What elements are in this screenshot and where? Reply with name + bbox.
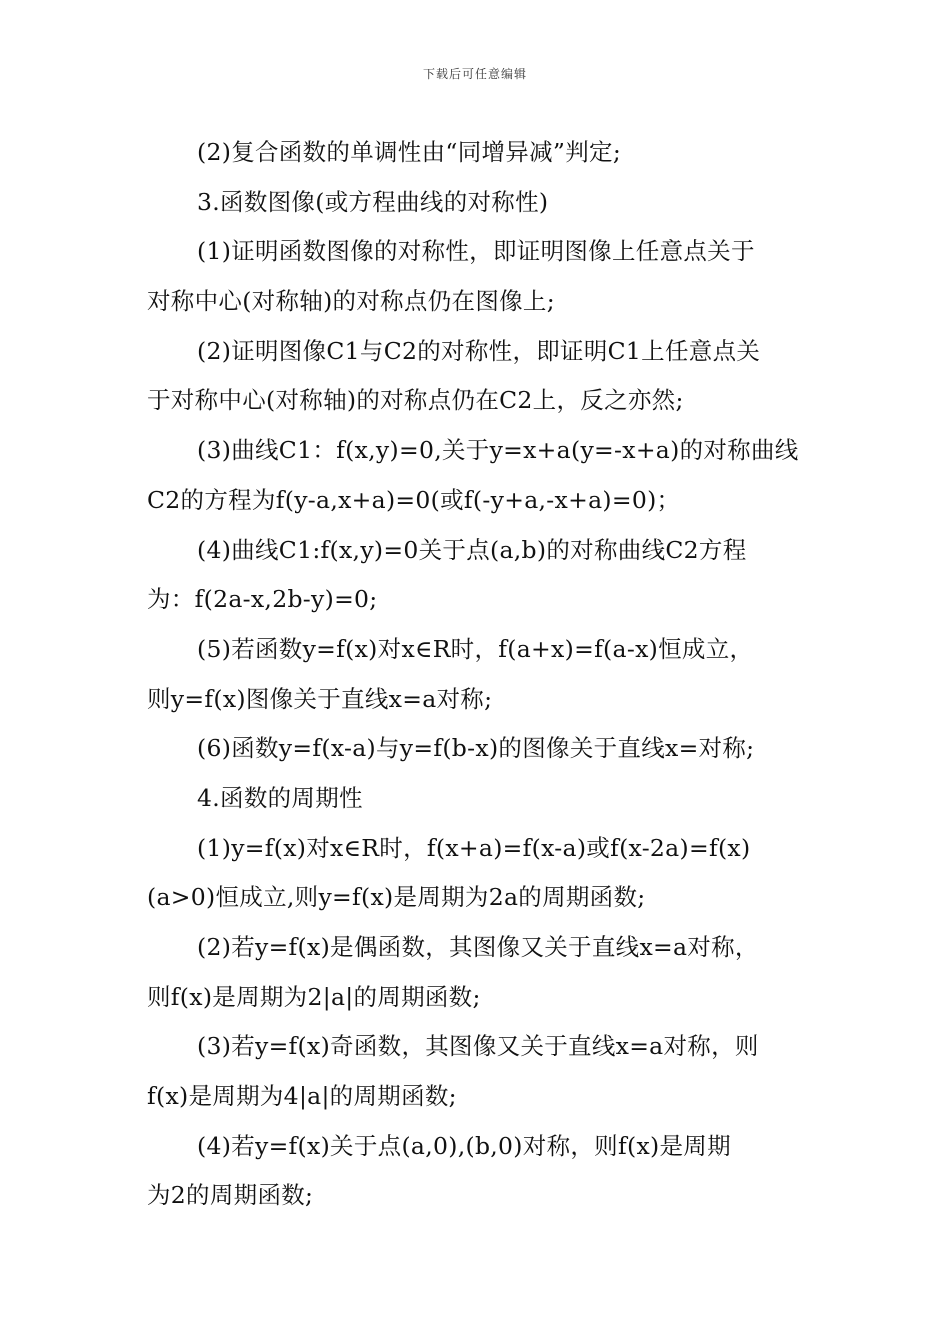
document-body — [147, 128, 807, 1221]
text-line: 则f(x)是周期为2|a|的周期函数; — [147, 982, 481, 1011]
section-heading: 3.函数图像(或方程曲线的对称性) — [197, 187, 549, 216]
page-header: 下载后可任意编辑 — [422, 67, 527, 81]
text-line: (2)若y=f(x)是偶函数，其图像又关于直线x=a对称， — [197, 933, 759, 961]
text-line: (1)证明函数图像的对称性，即证明图像上任意点关于 — [197, 237, 755, 266]
text-line: (3)曲线C1：f(x,y)=0,关于y=x+a(y=-x+a)的对称曲线 — [197, 436, 799, 465]
text-line: (a>0)恒成立,则y=f(x)是周期为2a的周期函数; — [147, 883, 646, 912]
text-line: 则y=f(x)图像关于直线x=a对称; — [147, 684, 493, 713]
text-line: (6)函数y=f(x-a)与y=f(b-x)的图像关于直线x=对称; — [197, 734, 755, 763]
text-line: f(x)是周期为4|a|的周期函数; — [147, 1082, 457, 1111]
text-line: (4)曲线C1:f(x,y)=0关于点(a,b)的对称曲线C2方程 — [197, 535, 747, 564]
text-line: 对称中心(对称轴)的对称点仍在图像上; — [147, 287, 555, 316]
text-line: (2)复合函数的单调性由“同增异减”判定; — [197, 138, 622, 166]
text-line: 为：f(2a-x,2b-y)=0; — [147, 585, 378, 614]
text-line: (1)y=f(x)对x∈R时，f(x+a)=f(x-a)或f(x-2a)=f(x) — [197, 833, 751, 862]
text-line: (4)若y=f(x)关于点(a,0),(b,0)对称，则f(x)是周期 — [197, 1131, 731, 1160]
text-line: 为2的周期函数; — [147, 1181, 314, 1210]
section-heading: 4.函数的周期性 — [197, 783, 363, 812]
text-line: 于对称中心(对称轴)的对称点仍在C2上，反之亦然; — [147, 386, 684, 415]
text-line: (2)证明图像C1与C2的对称性，即证明C1上任意点关 — [197, 336, 761, 365]
text-line: (5)若函数y=f(x)对x∈R时，f(a+x)=f(a-x)恒成立， — [197, 634, 754, 663]
text-line: (3)若y=f(x)奇函数，其图像又关于直线x=a对称，则 — [197, 1032, 759, 1061]
text-line: C2的方程为f(y-a,x+a)=0(或f(-y+a,-x+a)=0)； — [147, 485, 681, 514]
